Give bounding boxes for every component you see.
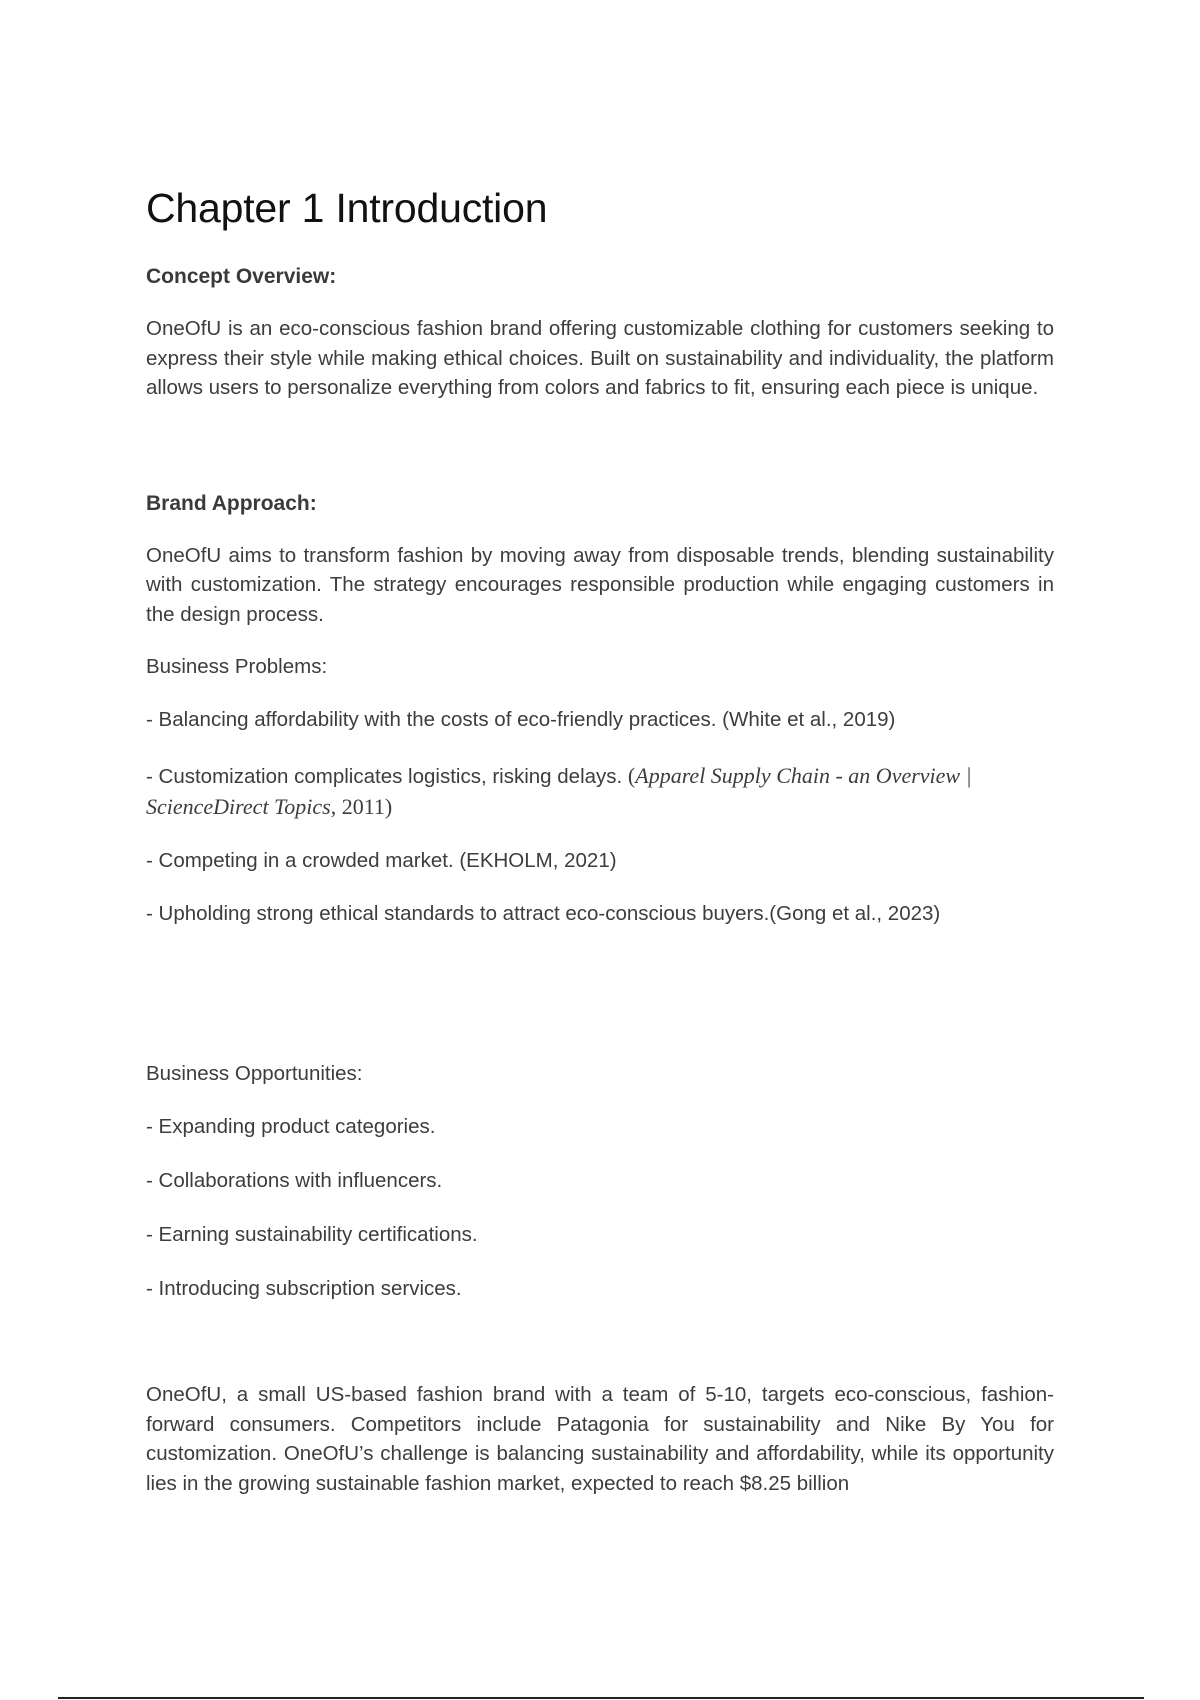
problem-item-2: [146, 761, 1054, 823]
problem-item-2-text: - Customization complicates logistics, risking delays.: [146, 765, 628, 788]
problem-item-1: - Balancing affordability with the costs of eco-friendly practices. (White et al., 2019): [146, 708, 896, 731]
summary-paragraph: OneOfU, a small US-based fashion brand with a team of 5-10, targets eco-conscious, fashion-forward consumers. Competitors include Patagonia for sustainability and Nike By You for customization. OneOfU’s challenge is balancing sustainability and affordability, while its opportunity lies in the growing sustainable fashion market, expected to reach $8.25 billion: [146, 1383, 1054, 1495]
business-opportunities-label: Business Opportunities:: [146, 1062, 363, 1085]
document-content: [146, 182, 1054, 1498]
concept-overview-heading: Concept Overview:: [146, 265, 337, 288]
problem-item-4: - Upholding strong ethical standards to attract eco-conscious buyers.(Gong et al., 2023): [146, 902, 941, 925]
business-problems-label: Business Problems:: [146, 655, 328, 678]
opportunity-item-2: - Collaborations with influencers.: [146, 1169, 443, 1192]
brand-approach-paragraph: OneOfU aims to transform fashion by moving away from disposable trends, blending sustainability with customization. The strategy encourages responsible production while engaging customers in the design process.: [146, 543, 1054, 626]
page-bottom-rule: [58, 1697, 1144, 1699]
opportunity-item-3: - Earning sustainability certifications.: [146, 1223, 478, 1246]
chapter-title: Chapter 1 Introduction: [146, 185, 548, 231]
brand-approach-heading: Brand Approach:: [146, 491, 317, 515]
opportunity-item-4: - Introducing subscription services.: [146, 1277, 462, 1300]
citation-year: , 2011): [330, 794, 393, 819]
citation-title: Apparel Supply Chain - an Overview | ScienceDirect Topics: [146, 763, 972, 819]
problem-item-3: - Competing in a crowded market. (EKHOLM, 2021): [146, 849, 617, 872]
concept-overview-paragraph: OneOfU is an eco-conscious fashion brand offering customizable clothing for customers seeking to express their style while making ethical choices. Built on sustainability and individuality, the platform allows users to personalize everything from colors and fabrics to fit, ensuring each piece is unique.: [146, 317, 1054, 399]
citation-open: (: [627, 763, 636, 788]
opportunity-item-1: - Expanding product categories.: [146, 1115, 436, 1138]
